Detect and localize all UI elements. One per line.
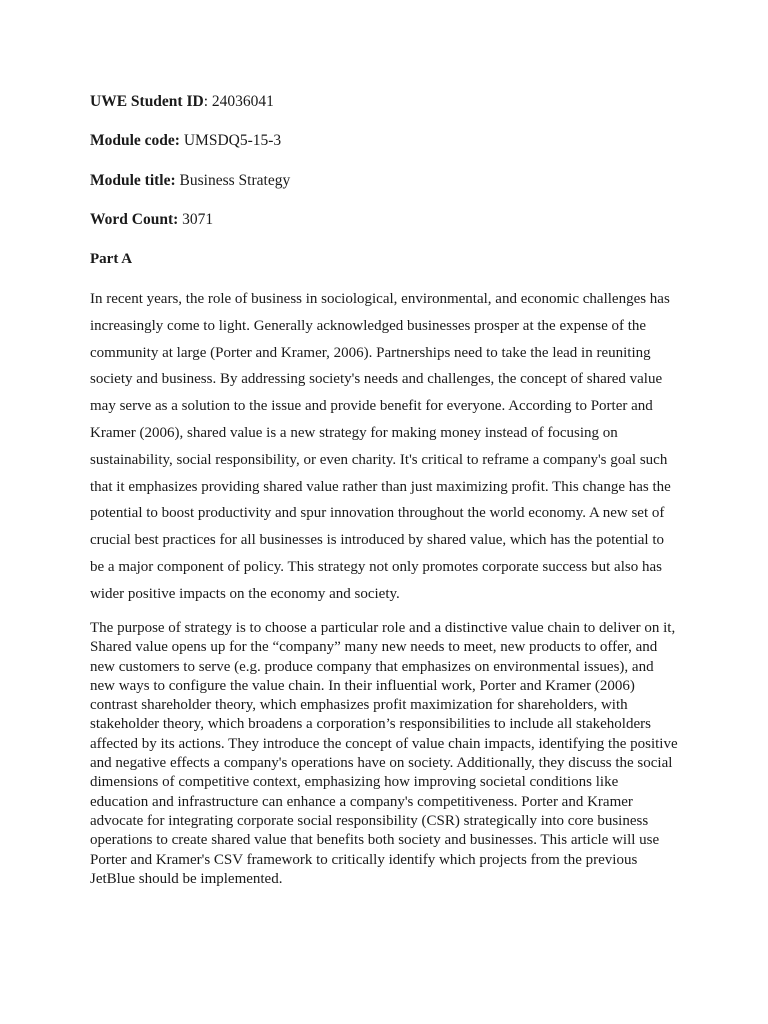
section-heading: Part A [90,251,133,267]
word-count-label: Word Count: [90,211,179,228]
module-code-line [90,132,281,150]
module-title-value: Business Strategy [175,172,291,189]
word-count-line [90,211,213,229]
student-id-label: UWE Student ID [90,93,204,110]
student-id-value: : 24036041 [203,93,274,110]
paragraph-1: In recent years, the role of business in sociological, environmental, and economic challenges has increasingly come to light. Generally acknowledged businesses prosper at the expense of the community at large (Porter and Kramer, 2006). Partnerships need to take the lead in reuniting society and business. By addressing society's needs and challenges, the concept of shared value may serve as a solution to the issue and provide benefit for everyone. According to Porter and Kramer (2006), shared value is a new strategy for making money instead of focusing on sustainability, social responsibility, or even charity. It's critical to reframe a company's goal such that it emphasizes providing shared value rather than just maximizing profit. This change has the potential to boost productivity and spur innovation throughout the world economy. A new set of crucial best practices for all businesses is introduced by shared value, which has the potential to be a major component of policy. This strategy not only promotes corporate success but also has wider positive impacts on the economy and society. [90,291,671,602]
module-code-label: Module code: [90,132,180,149]
paragraph-2: The purpose of strategy is to choose a particular role and a distinctive value chain to deliver on it, Shared value opens up for the “company” many new needs to meet, new products to offer, and new customers to serve (e.g. produce company that emphasizes on environmental issues), and new ways to configure the value chain. In their influential work, Porter and Kramer (2006) contrast shareholder theory, which emphasizes profit maximization for shareholders, with stakeholder theory, which broadens a corporation’s responsibilities to include all stakeholders affected by its actions. They introduce the concept of value chain impacts, identifying the positive and negative effects a company's operations have on society. Additionally, they discuss the social dimensions of competitive context, emphasizing how improving societal conditions like education and infrastructure can enhance a company's competitiveness. Porter and Kramer advocate for integrating corporate social responsibility (CSR) strategically into core business operations to create shared value that benefits both society and businesses. This article will use Porter and Kramer's CSV framework to critically identify which projects from the previous JetBlue should be implemented. [90,620,678,887]
word-count-value: 3071 [178,211,214,228]
module-code-value: UMSDQ5-15-3 [179,132,282,149]
student-id-line [90,93,274,111]
module-title-line [90,172,290,190]
module-title-label: Module title: [90,172,176,189]
